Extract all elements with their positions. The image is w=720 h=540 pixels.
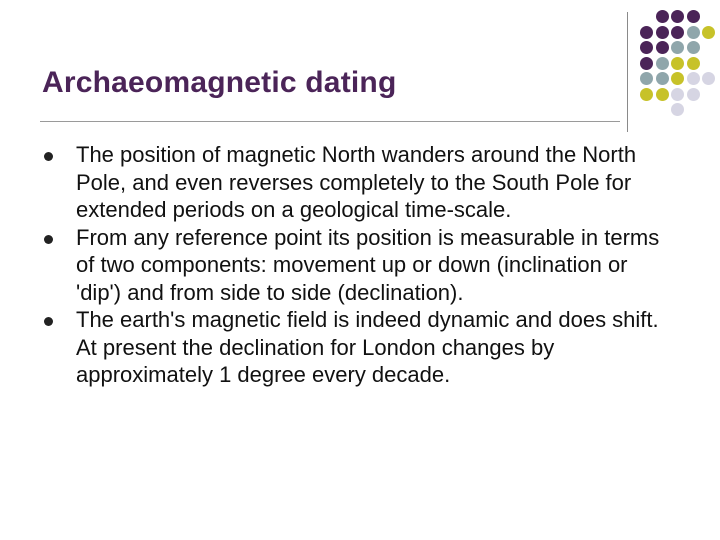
decorative-dot [640,88,653,101]
decorative-dot [640,72,653,85]
decorative-dot [671,57,684,70]
decorative-dot [656,57,669,70]
decorative-dot [656,10,669,23]
decorative-dot [702,26,715,39]
bullet-list [44,141,674,389]
decorative-dot [671,103,684,116]
slide-title: Archaeomagnetic dating [42,66,397,99]
bullet-item [44,306,674,389]
vertical-divider [627,12,628,132]
decorative-dot [640,26,653,39]
decorative-dot [702,72,715,85]
bullet-icon [44,152,53,161]
decorative-dot [671,26,684,39]
decorative-dot [656,26,669,39]
decorative-dot [671,72,684,85]
decorative-dot [687,26,700,39]
decorative-dot [656,41,669,54]
decorative-dot [687,72,700,85]
decorative-dot [687,10,700,23]
decorative-dot [687,41,700,54]
decorative-dot-grid [638,8,720,122]
bullet-item [44,224,674,307]
decorative-dot [671,88,684,101]
decorative-dot [687,88,700,101]
decorative-dot [656,88,669,101]
bullet-text: From any reference point its position is measurable in terms of two components: movement up or down (inclination or 'dip') and from side to side (declination). [76,224,660,305]
bullet-item [44,141,674,224]
bullet-text: The earth's magnetic field is indeed dynamic and does shift. At present the declination for London changes by approximately 1 degree every decade. [76,307,659,387]
decorative-dot [687,57,700,70]
title-underline [40,121,620,122]
decorative-dot [640,57,653,70]
decorative-dot [640,41,653,54]
decorative-dot [656,72,669,85]
decorative-dot [671,10,684,23]
decorative-dot [671,41,684,54]
bullet-text: The position of magnetic North wanders around the North Pole, and even reverses completely to the South Pole for extended periods on a geological time-scale. [76,142,637,222]
bullet-icon [44,235,53,244]
bullet-icon [44,317,53,326]
